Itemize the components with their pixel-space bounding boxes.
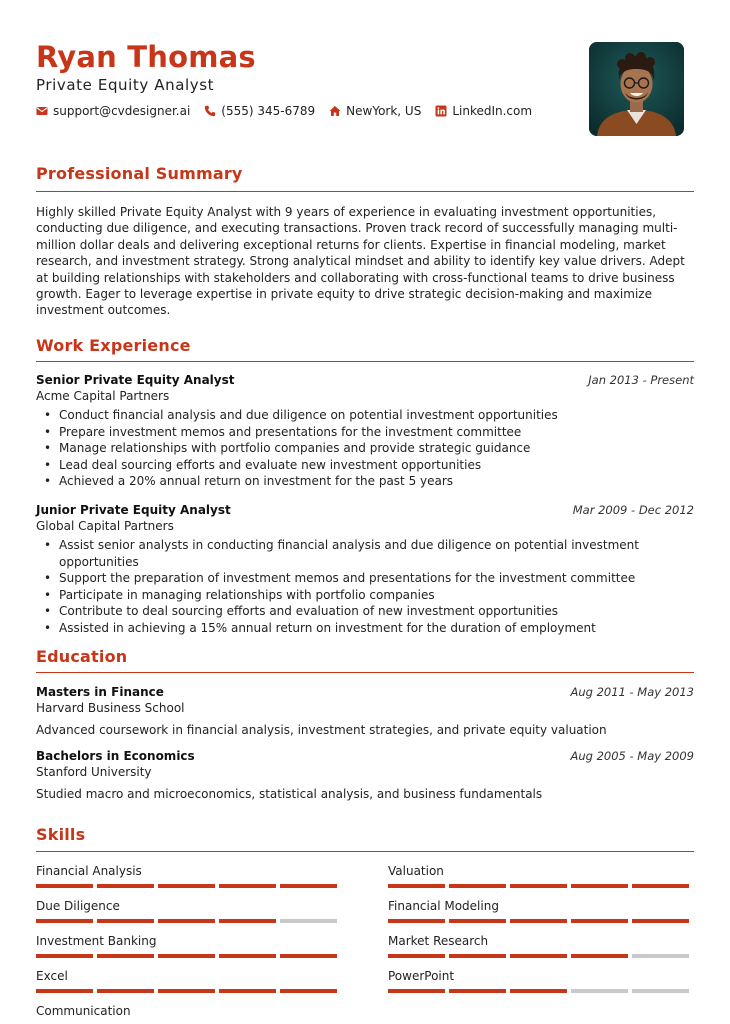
skill-segment-filled [449, 884, 506, 888]
skill-segment-filled [449, 954, 506, 958]
skill-name: PowerPoint [388, 969, 455, 983]
job-title: Senior Private Equity Analyst [36, 373, 235, 387]
school-name: Stanford University [36, 765, 152, 779]
location-text: NewYork, US [346, 104, 422, 118]
job-title: Junior Private Equity Analyst [36, 503, 231, 517]
skill-segment-filled [36, 884, 93, 888]
linkedin-text: LinkedIn.com [452, 104, 533, 118]
skill-item [36, 899, 342, 923]
skill-segment-filled [280, 884, 337, 888]
skill-level-meter [388, 884, 694, 888]
skill-segment-filled [36, 919, 93, 923]
section-title-experience: Work Experience [36, 336, 191, 355]
contact-email[interactable] [36, 104, 190, 118]
section-divider [36, 672, 694, 673]
skill-segment-filled [510, 919, 567, 923]
skill-segment-filled [632, 919, 689, 923]
skill-item [36, 1004, 342, 1024]
job-bullet: • Lead deal sourcing efforts and evaluate new investment opportunities [36, 457, 694, 474]
skill-item [36, 969, 342, 993]
job-bullet: • Assisted in achieving a 15% annual return on investment for the duration of employment [36, 620, 694, 637]
skill-name: Investment Banking [36, 934, 157, 948]
degree-title: Bachelors in Economics [36, 749, 195, 763]
skill-item [36, 864, 342, 888]
job-entry [36, 373, 694, 490]
skill-name: Due Diligence [36, 899, 120, 913]
skill-segment-filled [510, 884, 567, 888]
section-title-education: Education [36, 647, 128, 666]
skill-segment-empty [280, 919, 337, 923]
skill-name: Financial Modeling [388, 899, 499, 913]
skill-segment-filled [36, 989, 93, 993]
candidate-role: Private Equity Analyst [36, 76, 215, 94]
section-divider [36, 851, 694, 852]
contact-location [329, 104, 421, 118]
contact-linkedin[interactable] [435, 104, 532, 118]
skill-segment-empty [632, 989, 689, 993]
skill-level-meter [388, 989, 694, 993]
job-bullets [36, 537, 694, 636]
skill-segment-filled [97, 954, 154, 958]
skill-level-meter [388, 954, 694, 958]
resume-header [36, 40, 596, 118]
job-company: Acme Capital Partners [36, 389, 170, 403]
skill-segment-filled [219, 989, 276, 993]
job-dates: Mar 2009 - Dec 2012 [572, 503, 694, 517]
skill-segment-filled [219, 884, 276, 888]
section-divider [36, 361, 694, 362]
skill-segment-filled [571, 954, 628, 958]
email-text: support@cvdesigner.ai [53, 104, 191, 118]
skill-item [388, 934, 694, 958]
skill-name: Communication [36, 1004, 131, 1018]
skill-segment-filled [280, 954, 337, 958]
job-bullet: • Manage relationships with portfolio companies and provide strategic guidance [36, 440, 694, 457]
job-bullets [36, 407, 694, 490]
contact-row [36, 104, 596, 118]
skill-segment-filled [280, 989, 337, 993]
linkedin-icon [435, 105, 447, 117]
education-dates: Aug 2005 - May 2009 [570, 749, 694, 763]
skill-segment-empty [571, 989, 628, 993]
skill-segment-filled [158, 884, 215, 888]
skill-segment-filled [97, 989, 154, 993]
skill-name: Financial Analysis [36, 864, 142, 878]
home-icon [329, 105, 341, 117]
summary-text: Highly skilled Private Equity Analyst with 9 years of experience in evaluating investment opportunities, conducting due diligence, and executing transactions. Proven track record of successfully managing multi-million dollar deals and delivering exceptional returns for clients. Expertise in financial modeling, market research, and investment strategy. Strong analytical mindset and ability to identify key value drivers. Adept at building relationships with stakeholders and collaborating with cross-functional teams to drive business growth. Eager to leverage expertise in private equity to drive strategic decision-making and maximize investment outcomes. [36, 205, 685, 318]
candidate-name: Ryan Thomas [36, 40, 256, 74]
envelope-icon [36, 105, 48, 117]
section-title-skills: Skills [36, 825, 86, 844]
skill-segment-filled [158, 954, 215, 958]
education-entry [36, 749, 694, 801]
skill-segment-filled [632, 884, 689, 888]
job-entry [36, 503, 694, 636]
education-dates: Aug 2011 - May 2013 [570, 685, 694, 699]
skill-segment-filled [97, 919, 154, 923]
skill-level-meter [36, 919, 342, 923]
skill-level-meter [36, 884, 342, 888]
degree-title: Masters in Finance [36, 685, 164, 699]
profile-photo [589, 42, 684, 136]
skill-level-meter [388, 919, 694, 923]
job-bullet: • Assist senior analysts in conducting financial analysis and due diligence on potential investment opportunities [36, 537, 694, 570]
phone-icon [204, 105, 216, 117]
skill-segment-filled [388, 989, 445, 993]
skill-item [388, 969, 694, 993]
school-name: Harvard Business School [36, 701, 185, 715]
job-bullet: • Participate in managing relationships with portfolio companies [36, 587, 694, 604]
job-bullet: • Prepare investment memos and presentations for the investment committee [36, 424, 694, 441]
skill-item [388, 899, 694, 923]
skill-segment-filled [449, 919, 506, 923]
job-dates: Jan 2013 - Present [588, 373, 694, 387]
skill-segment-filled [388, 884, 445, 888]
skill-name: Excel [36, 969, 68, 983]
skill-segment-filled [388, 954, 445, 958]
skill-segment-filled [510, 989, 567, 993]
skill-segment-filled [449, 989, 506, 993]
skill-segment-filled [571, 919, 628, 923]
education-entry [36, 685, 694, 737]
skill-name: Valuation [388, 864, 444, 878]
job-bullet: • Support the preparation of investment memos and presentations for the investment committee [36, 570, 694, 587]
skill-level-meter [36, 989, 342, 993]
job-bullet: • Achieved a 20% annual return on investment for the past 5 years [36, 473, 694, 490]
section-title-summary: Professional Summary [36, 164, 243, 183]
skill-segment-empty [632, 954, 689, 958]
skill-segment-filled [219, 919, 276, 923]
job-bullet: • Contribute to deal sourcing efforts and evaluation of new investment opportunities [36, 603, 694, 620]
skill-segment-filled [571, 884, 628, 888]
skill-name: Market Research [388, 934, 489, 948]
skill-segment-filled [158, 989, 215, 993]
section-divider [36, 191, 694, 192]
job-bullet: • Conduct financial analysis and due diligence on potential investment opportunities [36, 407, 694, 424]
skill-level-meter [36, 954, 342, 958]
contact-phone[interactable] [204, 104, 315, 118]
skill-segment-filled [97, 884, 154, 888]
skill-segment-filled [510, 954, 567, 958]
education-description: Studied macro and microeconomics, statistical analysis, and business fundamentals [36, 787, 543, 801]
skill-segment-filled [158, 919, 215, 923]
education-description: Advanced coursework in financial analysis, investment strategies, and private equity valuation [36, 723, 607, 737]
skill-item [388, 864, 694, 888]
skill-segment-filled [219, 954, 276, 958]
skill-segment-filled [388, 919, 445, 923]
job-company: Global Capital Partners [36, 519, 174, 533]
phone-text: (555) 345-6789 [221, 104, 316, 118]
skill-segment-filled [36, 954, 93, 958]
skill-item [36, 934, 342, 958]
